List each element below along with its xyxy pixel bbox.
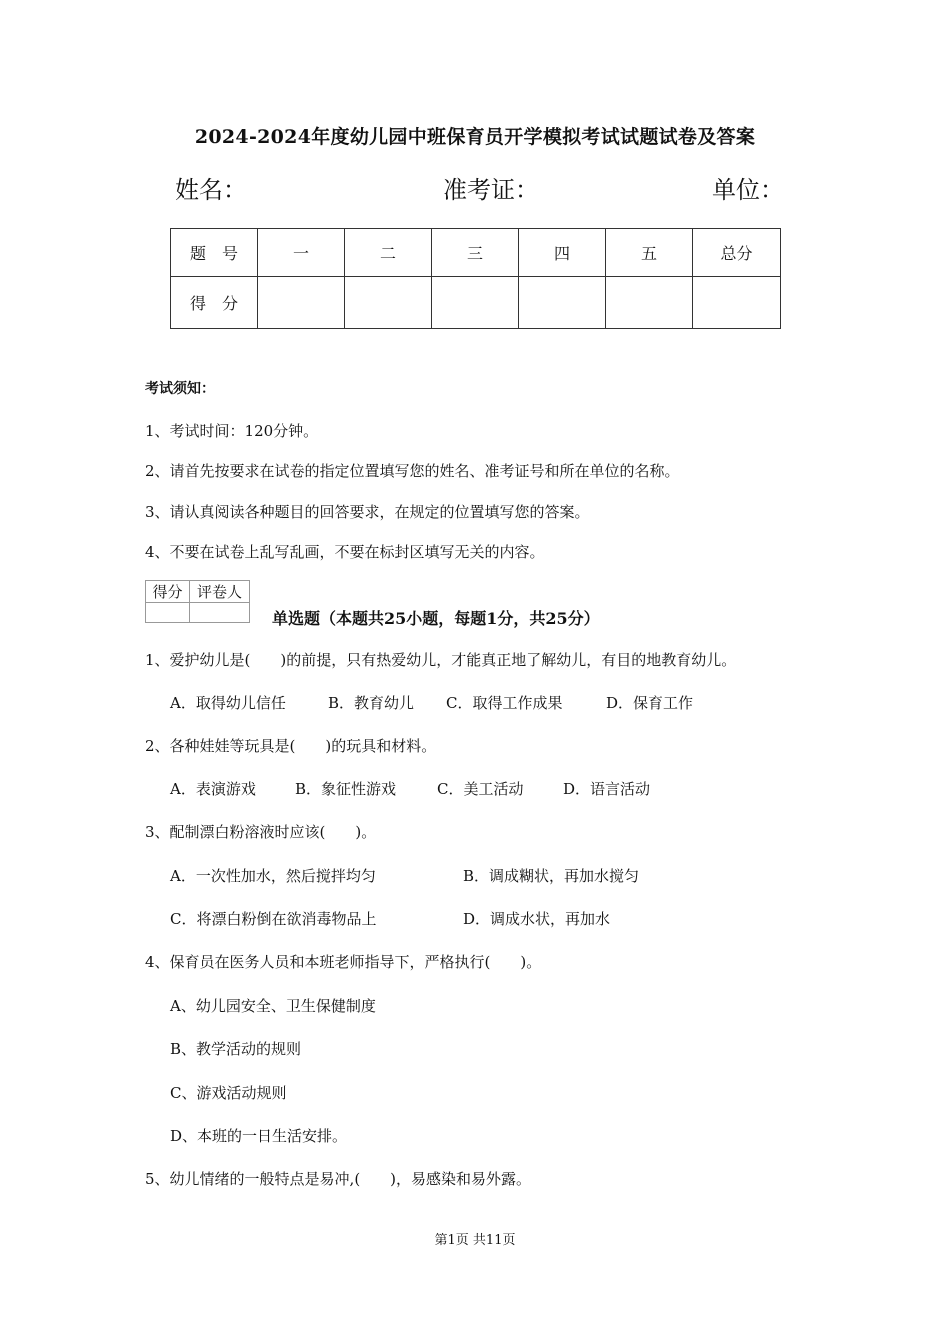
score-header-cell: 总分 <box>693 229 781 277</box>
unit-field-label: 单位： <box>712 176 784 204</box>
question-2-option-b: B．象征性游戏 <box>295 780 397 798</box>
question-3-option-b: B．调成糊状，再加水搅匀 <box>463 867 640 885</box>
question-1-option-d: D．保育工作 <box>606 694 694 712</box>
grader-name-cell[interactable] <box>190 603 250 623</box>
notice-item: 2、请首先按要求在试卷的指定位置填写您的姓名、准考证号和所在单位的名称。 <box>145 462 680 480</box>
question-3-text: 3、配制漂白粉溶液时应该( )。 <box>145 823 377 841</box>
question-1-option-a: A．取得幼儿信任 <box>170 694 286 712</box>
score-cell[interactable] <box>693 277 781 329</box>
score-header-cell: 二 <box>345 229 432 277</box>
question-2-option-c: C．美工活动 <box>437 780 524 798</box>
question-1-option-c: C．取得工作成果 <box>446 694 563 712</box>
exam-id-field-label: 准考证： <box>443 176 539 204</box>
question-4-option-c: C、游戏活动规则 <box>170 1084 287 1102</box>
question-5-text: 5、幼儿情绪的一般特点是易冲,( )，易感染和易外露。 <box>145 1170 532 1188</box>
score-cell[interactable] <box>258 277 345 329</box>
question-3-option-c: C．将漂白粉倒在欲消毒物品上 <box>170 910 377 928</box>
score-table-score-row <box>171 277 781 329</box>
question-1-text: 1、爱护幼儿是( )的前提，只有热爱幼儿，才能真正地了解幼儿，有目的地教育幼儿。 <box>145 651 737 669</box>
score-row-label: 得 分 <box>171 277 258 329</box>
score-cell[interactable] <box>606 277 693 329</box>
score-cell[interactable] <box>519 277 606 329</box>
score-header-cell: 四 <box>519 229 606 277</box>
question-2-option-d: D．语言活动 <box>563 780 651 798</box>
question-2-option-a: A．表演游戏 <box>170 780 256 798</box>
notice-item: 4、不要在试卷上乱写乱画，不要在标封区填写无关的内容。 <box>145 543 545 561</box>
notice-heading: 考试须知： <box>145 381 215 397</box>
question-4-option-b: B、教学活动的规则 <box>170 1040 302 1058</box>
question-4-option-a: A、幼儿园安全、卫生保健制度 <box>170 997 376 1015</box>
question-3-option-d: D．调成水状，再加水 <box>463 910 611 928</box>
notice-item: 3、请认真阅读各种题目的回答要求，在规定的位置填写您的答案。 <box>145 503 590 521</box>
grader-score-cell[interactable] <box>146 603 190 623</box>
score-table <box>170 228 781 329</box>
question-2-text: 2、各种娃娃等玩具是( )的玩具和材料。 <box>145 737 437 755</box>
score-header-cell: 五 <box>606 229 693 277</box>
score-cell[interactable] <box>432 277 519 329</box>
question-4-text: 4、保育员在医务人员和本班老师指导下，严格执行( )。 <box>145 953 542 971</box>
grader-name-label: 评卷人 <box>190 581 250 603</box>
document-title: 2024-2024年度幼儿园中班保育员开学模拟考试试题试卷及答案 <box>194 126 756 148</box>
question-3-option-a: A．一次性加水，然后搅拌均匀 <box>170 867 376 885</box>
score-header-cell: 题 号 <box>171 229 258 277</box>
grader-table <box>145 580 250 623</box>
score-cell[interactable] <box>345 277 432 329</box>
score-header-cell: 一 <box>258 229 345 277</box>
question-1-option-b: B．教育幼儿 <box>328 694 415 712</box>
score-table-header-row <box>171 229 781 277</box>
section-title: 单选题（本题共25小题，每题1分，共25分） <box>272 609 600 628</box>
question-4-option-d: D、本班的一日生活安排。 <box>170 1127 348 1145</box>
notice-item: 1、考试时间：120分钟。 <box>145 422 319 440</box>
page-footer: 第1页 共11页 <box>434 1233 516 1248</box>
name-field-label: 姓名： <box>175 176 247 204</box>
grader-score-label: 得分 <box>146 581 190 603</box>
score-header-cell: 三 <box>432 229 519 277</box>
